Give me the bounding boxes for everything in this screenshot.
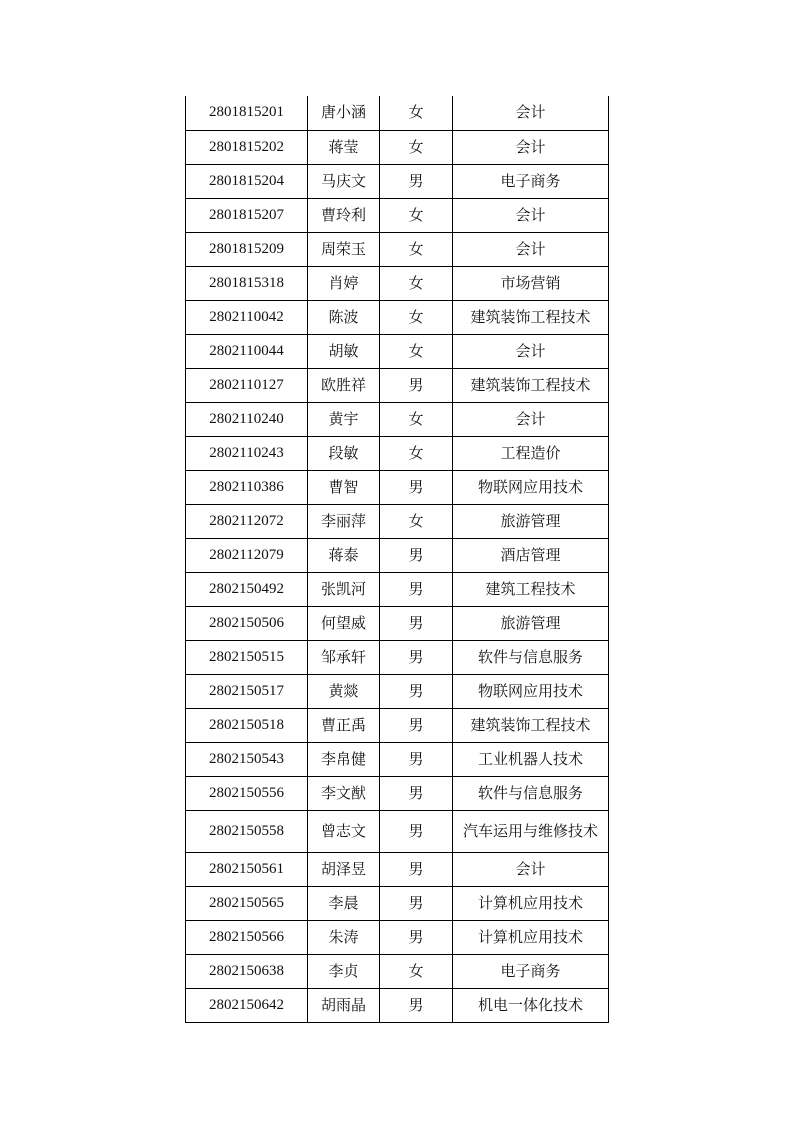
student-id-cell: 2802150517 xyxy=(186,674,308,708)
major-cell: 电子商务 xyxy=(453,954,609,988)
table-row xyxy=(186,130,609,164)
gender-cell: 女 xyxy=(380,266,453,300)
gender-cell: 女 xyxy=(380,954,453,988)
student-id-cell: 2802150518 xyxy=(186,708,308,742)
student-name-cell: 李丽萍 xyxy=(308,504,380,538)
student-id-cell: 2802110243 xyxy=(186,436,308,470)
student-name-cell: 周荣玉 xyxy=(308,232,380,266)
major-cell: 旅游管理 xyxy=(453,606,609,640)
gender-cell: 男 xyxy=(380,810,453,852)
student-name-cell: 何望威 xyxy=(308,606,380,640)
student-id-cell: 2802110127 xyxy=(186,368,308,402)
gender-cell: 男 xyxy=(380,606,453,640)
student-name-cell: 黄宇 xyxy=(308,402,380,436)
major-cell: 物联网应用技术 xyxy=(453,674,609,708)
student-id-cell: 2802150506 xyxy=(186,606,308,640)
major-cell: 市场营销 xyxy=(453,266,609,300)
major-cell: 会计 xyxy=(453,334,609,368)
table-row xyxy=(186,164,609,198)
major-cell: 会计 xyxy=(453,96,609,130)
student-id-cell: 2801815202 xyxy=(186,130,308,164)
student-name-cell: 张凯河 xyxy=(308,572,380,606)
major-cell: 软件与信息服务 xyxy=(453,776,609,810)
table-row xyxy=(186,436,609,470)
table-row xyxy=(186,742,609,776)
table-row xyxy=(186,852,609,886)
student-id-cell: 2802150642 xyxy=(186,988,308,1022)
major-cell: 建筑装饰工程技术 xyxy=(453,300,609,334)
gender-cell: 男 xyxy=(380,368,453,402)
gender-cell: 男 xyxy=(380,674,453,708)
major-cell: 物联网应用技术 xyxy=(453,470,609,504)
student-id-cell: 2802110240 xyxy=(186,402,308,436)
student-name-cell: 黄燚 xyxy=(308,674,380,708)
student-list-table xyxy=(185,96,609,1023)
table-row xyxy=(186,266,609,300)
gender-cell: 女 xyxy=(380,402,453,436)
table-row xyxy=(186,368,609,402)
table-body xyxy=(186,96,609,1022)
major-cell: 酒店管理 xyxy=(453,538,609,572)
gender-cell: 女 xyxy=(380,96,453,130)
table-row xyxy=(186,886,609,920)
major-cell: 会计 xyxy=(453,852,609,886)
student-id-cell: 2802110044 xyxy=(186,334,308,368)
student-name-cell: 曹智 xyxy=(308,470,380,504)
student-id-cell: 2801815207 xyxy=(186,198,308,232)
gender-cell: 女 xyxy=(380,130,453,164)
gender-cell: 男 xyxy=(380,852,453,886)
student-id-cell: 2802150561 xyxy=(186,852,308,886)
table-row xyxy=(186,504,609,538)
student-id-cell: 2802110042 xyxy=(186,300,308,334)
student-name-cell: 曹正禹 xyxy=(308,708,380,742)
student-name-cell: 欧胜祥 xyxy=(308,368,380,402)
table-row xyxy=(186,300,609,334)
gender-cell: 男 xyxy=(380,988,453,1022)
table-row xyxy=(186,198,609,232)
student-id-cell: 2802150515 xyxy=(186,640,308,674)
major-cell: 计算机应用技术 xyxy=(453,920,609,954)
student-name-cell: 胡雨晶 xyxy=(308,988,380,1022)
student-id-cell: 2802150558 xyxy=(186,810,308,852)
student-id-cell: 2801815201 xyxy=(186,96,308,130)
student-id-cell: 2802150543 xyxy=(186,742,308,776)
gender-cell: 男 xyxy=(380,164,453,198)
student-name-cell: 邹承轩 xyxy=(308,640,380,674)
student-id-cell: 2802110386 xyxy=(186,470,308,504)
major-cell: 软件与信息服务 xyxy=(453,640,609,674)
table-row xyxy=(186,674,609,708)
major-cell: 汽车运用与维修技术 xyxy=(453,810,609,852)
gender-cell: 男 xyxy=(380,538,453,572)
student-name-cell: 段敏 xyxy=(308,436,380,470)
student-name-cell: 胡泽昱 xyxy=(308,852,380,886)
table-row xyxy=(186,572,609,606)
major-cell: 机电一体化技术 xyxy=(453,988,609,1022)
gender-cell: 女 xyxy=(380,198,453,232)
student-name-cell: 胡敏 xyxy=(308,334,380,368)
student-name-cell: 蒋莹 xyxy=(308,130,380,164)
major-cell: 会计 xyxy=(453,232,609,266)
table-row xyxy=(186,640,609,674)
table-row xyxy=(186,988,609,1022)
table-row xyxy=(186,470,609,504)
table-row xyxy=(186,920,609,954)
student-name-cell: 李贞 xyxy=(308,954,380,988)
table-row xyxy=(186,776,609,810)
gender-cell: 女 xyxy=(380,436,453,470)
major-cell: 电子商务 xyxy=(453,164,609,198)
major-cell: 工程造价 xyxy=(453,436,609,470)
student-name-cell: 李文猷 xyxy=(308,776,380,810)
major-cell: 会计 xyxy=(453,402,609,436)
student-name-cell: 肖婷 xyxy=(308,266,380,300)
gender-cell: 男 xyxy=(380,640,453,674)
student-id-cell: 2801815318 xyxy=(186,266,308,300)
major-cell: 工业机器人技术 xyxy=(453,742,609,776)
student-id-cell: 2801815209 xyxy=(186,232,308,266)
gender-cell: 男 xyxy=(380,470,453,504)
student-id-cell: 2801815204 xyxy=(186,164,308,198)
major-cell: 建筑工程技术 xyxy=(453,572,609,606)
table-row xyxy=(186,606,609,640)
gender-cell: 男 xyxy=(380,572,453,606)
student-name-cell: 李帛健 xyxy=(308,742,380,776)
student-name-cell: 唐小涵 xyxy=(308,96,380,130)
student-name-cell: 马庆文 xyxy=(308,164,380,198)
table-row xyxy=(186,538,609,572)
gender-cell: 男 xyxy=(380,776,453,810)
table-row xyxy=(186,334,609,368)
student-id-cell: 2802112072 xyxy=(186,504,308,538)
table-row xyxy=(186,708,609,742)
student-name-cell: 陈波 xyxy=(308,300,380,334)
major-cell: 建筑装饰工程技术 xyxy=(453,368,609,402)
gender-cell: 女 xyxy=(380,232,453,266)
table-row xyxy=(186,96,609,130)
gender-cell: 男 xyxy=(380,886,453,920)
table-row xyxy=(186,402,609,436)
student-name-cell: 曾志文 xyxy=(308,810,380,852)
major-cell: 计算机应用技术 xyxy=(453,886,609,920)
gender-cell: 男 xyxy=(380,920,453,954)
student-id-cell: 2802150492 xyxy=(186,572,308,606)
table-row xyxy=(186,954,609,988)
gender-cell: 男 xyxy=(380,708,453,742)
major-cell: 会计 xyxy=(453,198,609,232)
major-cell: 会计 xyxy=(453,130,609,164)
student-name-cell: 蒋泰 xyxy=(308,538,380,572)
student-id-cell: 2802150638 xyxy=(186,954,308,988)
major-cell: 建筑装饰工程技术 xyxy=(453,708,609,742)
student-id-cell: 2802150556 xyxy=(186,776,308,810)
student-name-cell: 曹玲利 xyxy=(308,198,380,232)
gender-cell: 女 xyxy=(380,334,453,368)
table-row xyxy=(186,232,609,266)
gender-cell: 女 xyxy=(380,504,453,538)
gender-cell: 女 xyxy=(380,300,453,334)
student-name-cell: 李晨 xyxy=(308,886,380,920)
student-name-cell: 朱涛 xyxy=(308,920,380,954)
gender-cell: 男 xyxy=(380,742,453,776)
student-id-cell: 2802112079 xyxy=(186,538,308,572)
student-id-cell: 2802150565 xyxy=(186,886,308,920)
table-row xyxy=(186,810,609,852)
student-id-cell: 2802150566 xyxy=(186,920,308,954)
major-cell: 旅游管理 xyxy=(453,504,609,538)
